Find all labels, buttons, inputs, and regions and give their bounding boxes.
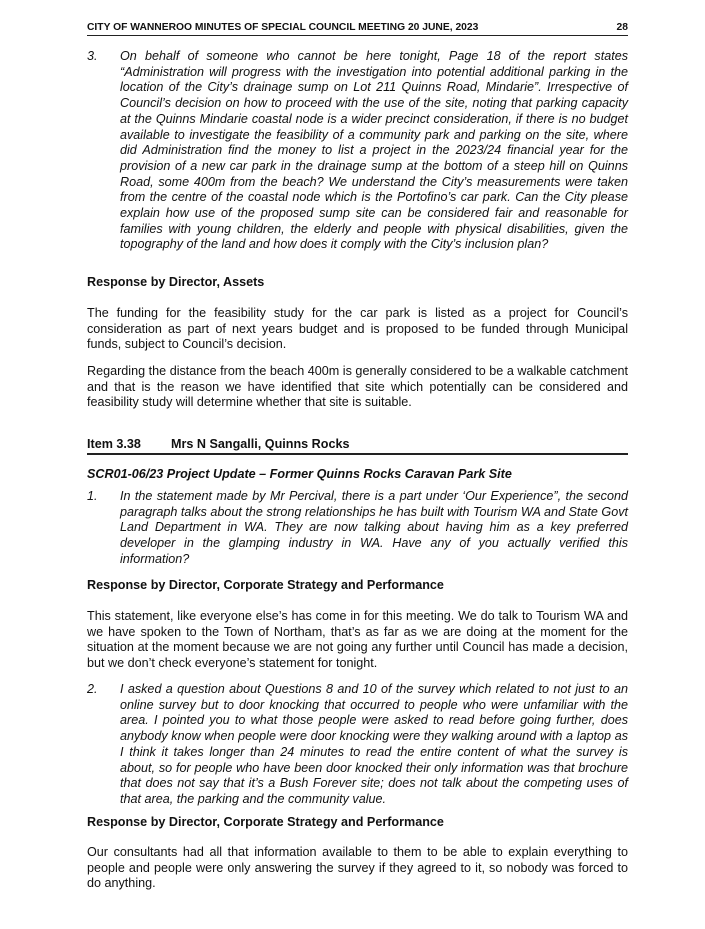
question-1 — [87, 489, 628, 568]
question-text: In the statement made by Mr Percival, there is a part under ‘Our Experience”, the second paragraph talks about the strong relationships he has built with Tourism WA and State Govt Land Department in WA. They are now talking about having him as a key preferred developer in the glamping industry in WA. Have any of you actually verified this information? — [120, 489, 628, 566]
response-heading-assets: Response by Director, Assets — [87, 275, 265, 289]
subject-heading: SCR01-06/23 Project Update – Former Quinns Rocks Caravan Park Site — [87, 467, 512, 481]
question-number: 3. — [87, 49, 98, 63]
question-text: I asked a question about Questions 8 and 10 of the survey which related to not just to an online survey but to door knocking that occurred to people who were unfamiliar with the area. I pointed you to what those people were asked to read before going further, does anybody know when people were door knocking were they walking around with a laptop as I think it takes longer than 24 minutes to read the entire content of what the survey is about, so for people who have been door knocked their only information was that brochure that does not say that it’s a Bush Forever site; does not talk about the competing uses of that area, the parking and the community value. — [120, 682, 628, 806]
page-header — [87, 21, 628, 36]
question-number: 1. — [87, 489, 98, 503]
question-2 — [87, 682, 628, 808]
response-paragraph: This statement, like everyone else’s has come in for this meeting. We do talk to Tourism WA and we have spoken to the Town of Northam, that’s as far as we are doing at the moment for the situation at the moment because we are not going any further until Council has made a decision, but we don’t check everyone’s statement for tonight. — [87, 609, 628, 671]
header-title: CITY OF WANNEROO MINUTES OF SPECIAL COUNCIL MEETING 20 JUNE, 2023 — [87, 22, 479, 33]
response-paragraph: The funding for the feasibility study for the car park is listed as a project for Council’s consideration as part of next years budget and is proposed to be funded through Municipal funds, subject to Council’s decision. — [87, 306, 628, 352]
response-paragraph: Regarding the distance from the beach 400m is generally considered to be a walkable catchment and that is the reason we have identified that site which potentially can be considered and feasibility study will determine whether that site is suitable. — [87, 364, 628, 410]
response-paragraph: Our consultants had all that information available to them to be able to explain everything to people and people were only answering the survey if they agreed to it, so nobody was forced to do anything. — [87, 845, 628, 891]
response-heading-corporate: Response by Director, Corporate Strategy and Performance — [87, 815, 444, 829]
question-3 — [87, 49, 628, 253]
response-heading-corporate: Response by Director, Corporate Strategy and Performance — [87, 578, 444, 592]
item-heading — [87, 437, 628, 455]
question-number: 2. — [87, 682, 98, 696]
item-name: Mrs N Sangalli, Quinns Rocks — [171, 437, 350, 451]
question-text: On behalf of someone who cannot be here tonight, Page 18 of the report states “Administration will progress with the investigation into potential additional parking in the location of the City’s drainage sump on Lot 211 Quinns Road, Mindarie”. Irrespective of Council’s decision on how to proceed with the use of the site, noting that parking capacity at the Quinns Mindarie coastal node is a wider precinct consideration, if there is no budget available to investigate the feasibility of a community park and parking on the site, where did Administration find the money to list a project in the 2023/24 financial year for the provision of a new car park in the drainage sump at the bottom of a steep hill on Quinns Road, some 400m from the beach? We understand the City’s measurements were taken from the centre of the coastal node which is the Portofino’s car park. Can the City please explain how use of the proposed sump site can be considered fair and reasonable for families with young children, the elderly and people with physical disabilities, given the topography of the land and how does it comply with the City’s inclusion plan? — [120, 49, 628, 252]
item-code: Item 3.38 — [87, 437, 141, 451]
page-number: 28 — [616, 22, 628, 33]
